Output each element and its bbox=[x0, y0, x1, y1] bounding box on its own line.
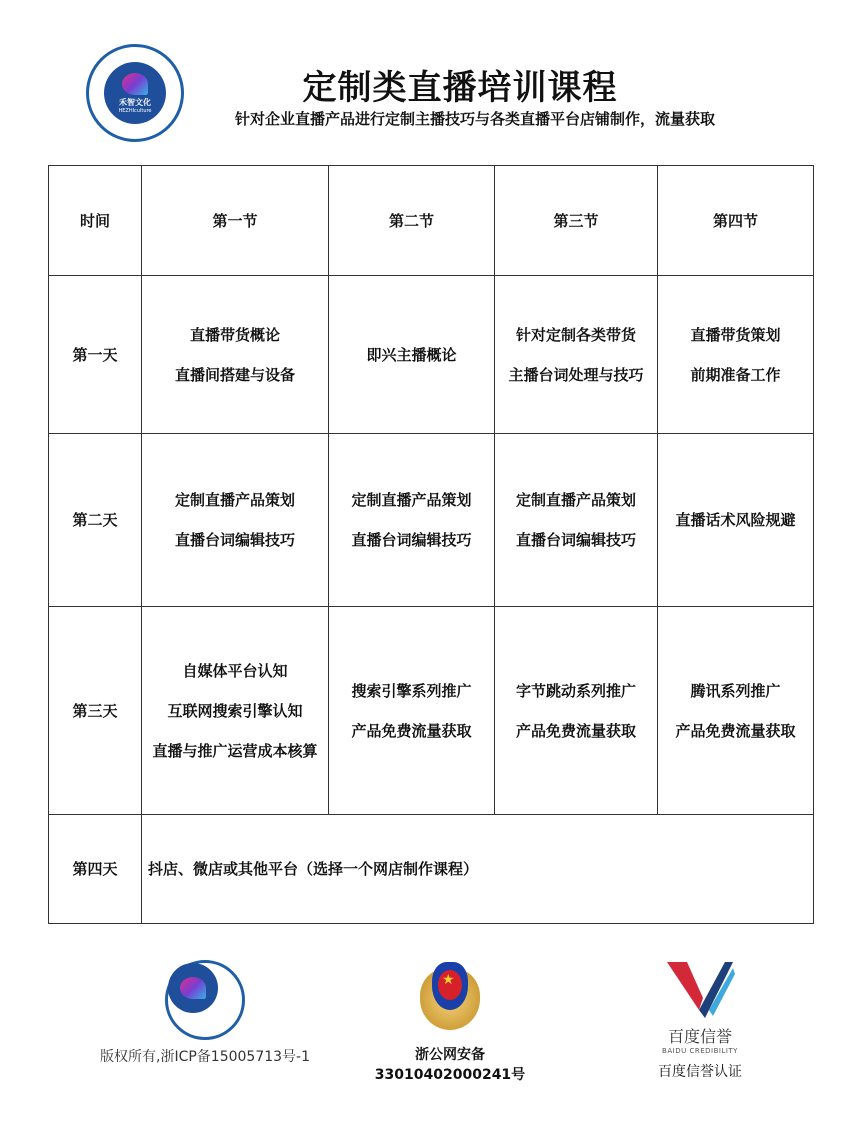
header-cell: 第一节 bbox=[142, 166, 329, 276]
cell-line: 直播间搭建与设备 bbox=[174, 365, 295, 384]
table-cell bbox=[658, 276, 814, 434]
footer-police bbox=[345, 960, 555, 1084]
day-cell: 第二天 bbox=[49, 434, 142, 607]
cell-line: 直播台词编辑技巧 bbox=[515, 531, 636, 549]
cell-line: 直播带货策划 bbox=[690, 325, 781, 344]
day-cell: 第一天 bbox=[49, 276, 142, 434]
cell-line: 字节跳动系列推广 bbox=[515, 681, 636, 700]
table-header-row bbox=[49, 166, 814, 276]
cell-line: 前期准备工作 bbox=[690, 365, 781, 384]
cell-line: 产品免费流量获取 bbox=[515, 721, 636, 740]
table-cell bbox=[495, 434, 658, 607]
cell-line: 腾讯系列推广 bbox=[690, 681, 781, 700]
cell-line: 直播台词编辑技巧 bbox=[174, 531, 295, 549]
page-title: 定制类直播培训课程 bbox=[302, 68, 618, 108]
icp-text[interactable]: 版权所有,浙ICP备15005713号-1 bbox=[100, 1049, 311, 1065]
cell-line: 搜索引擎系列推广 bbox=[351, 681, 472, 700]
footer-icp bbox=[100, 960, 310, 1066]
cell-line: 直播与推广运营成本核算 bbox=[152, 741, 318, 760]
day-cell: 第四天 bbox=[49, 815, 142, 924]
table-cell bbox=[495, 276, 658, 434]
table-cell bbox=[658, 607, 814, 815]
table-cell bbox=[142, 434, 329, 607]
table-cell bbox=[495, 607, 658, 815]
cell-line: 直播话术风险规避 bbox=[675, 511, 796, 529]
cell-line: 针对定制各类带货 bbox=[515, 325, 636, 344]
table-cell bbox=[142, 607, 329, 815]
table-cell bbox=[329, 607, 495, 815]
table-cell-span: 抖店、微店或其他平台（选择一个网店制作课程） bbox=[142, 815, 814, 924]
logo-name: 禾智文化 bbox=[119, 97, 151, 107]
baidu-logo-text: 百度信誉 bbox=[667, 1027, 732, 1046]
logo-swirl-icon bbox=[180, 977, 206, 999]
schedule-table bbox=[48, 165, 814, 924]
logo-inner bbox=[168, 963, 218, 1013]
table-row bbox=[49, 607, 814, 815]
cell-line: 互联网搜索引擎认知 bbox=[167, 701, 303, 720]
table-cell bbox=[329, 434, 495, 607]
footer-company-logo bbox=[165, 960, 245, 1040]
table-row bbox=[49, 434, 814, 607]
cell-line: 自媒体平台认知 bbox=[182, 661, 288, 680]
baidu-v-icon bbox=[665, 960, 735, 1020]
cell-line: 定制直播产品策划 bbox=[351, 491, 472, 509]
police-record-text[interactable]: 浙公网安备 33010402000241号 bbox=[374, 1047, 526, 1083]
cell-line: 定制直播产品策划 bbox=[174, 491, 295, 509]
cell-line: 定制直播产品策划 bbox=[515, 491, 636, 509]
header-cell: 第三节 bbox=[495, 166, 658, 276]
day-cell: 第三天 bbox=[49, 607, 142, 815]
header-cell: 第四节 bbox=[658, 166, 814, 276]
page-subtitle: 针对企业直播产品进行定制主播技巧与各类直播平台店铺制作，流量获取 bbox=[234, 110, 715, 128]
cell-line: 产品免费流量获取 bbox=[675, 721, 796, 740]
cell-line: 产品免费流量获取 bbox=[351, 721, 472, 740]
cell-line: 直播带货概论 bbox=[189, 325, 280, 344]
table-cell bbox=[142, 276, 329, 434]
table-cell bbox=[658, 434, 814, 607]
cell-line: 直播台词编辑技巧 bbox=[351, 531, 472, 549]
header-cell: 时间 bbox=[49, 166, 142, 276]
footer-baidu bbox=[630, 960, 770, 1081]
baidu-certification[interactable]: 百度信誉认证 bbox=[658, 1064, 742, 1080]
cell-line: 即兴主播概论 bbox=[366, 345, 457, 364]
table-row bbox=[49, 815, 814, 924]
police-badge-icon: ★ bbox=[420, 960, 480, 1034]
logo-name-en: HEZHIculture bbox=[118, 107, 152, 114]
cell-line: 主播台词处理与技巧 bbox=[508, 365, 644, 384]
baidu-logo-en: BAIDU CREDIBILITY bbox=[662, 1047, 738, 1055]
table-cell bbox=[329, 276, 495, 434]
table-row bbox=[49, 276, 814, 434]
header-cell: 第二节 bbox=[329, 166, 495, 276]
